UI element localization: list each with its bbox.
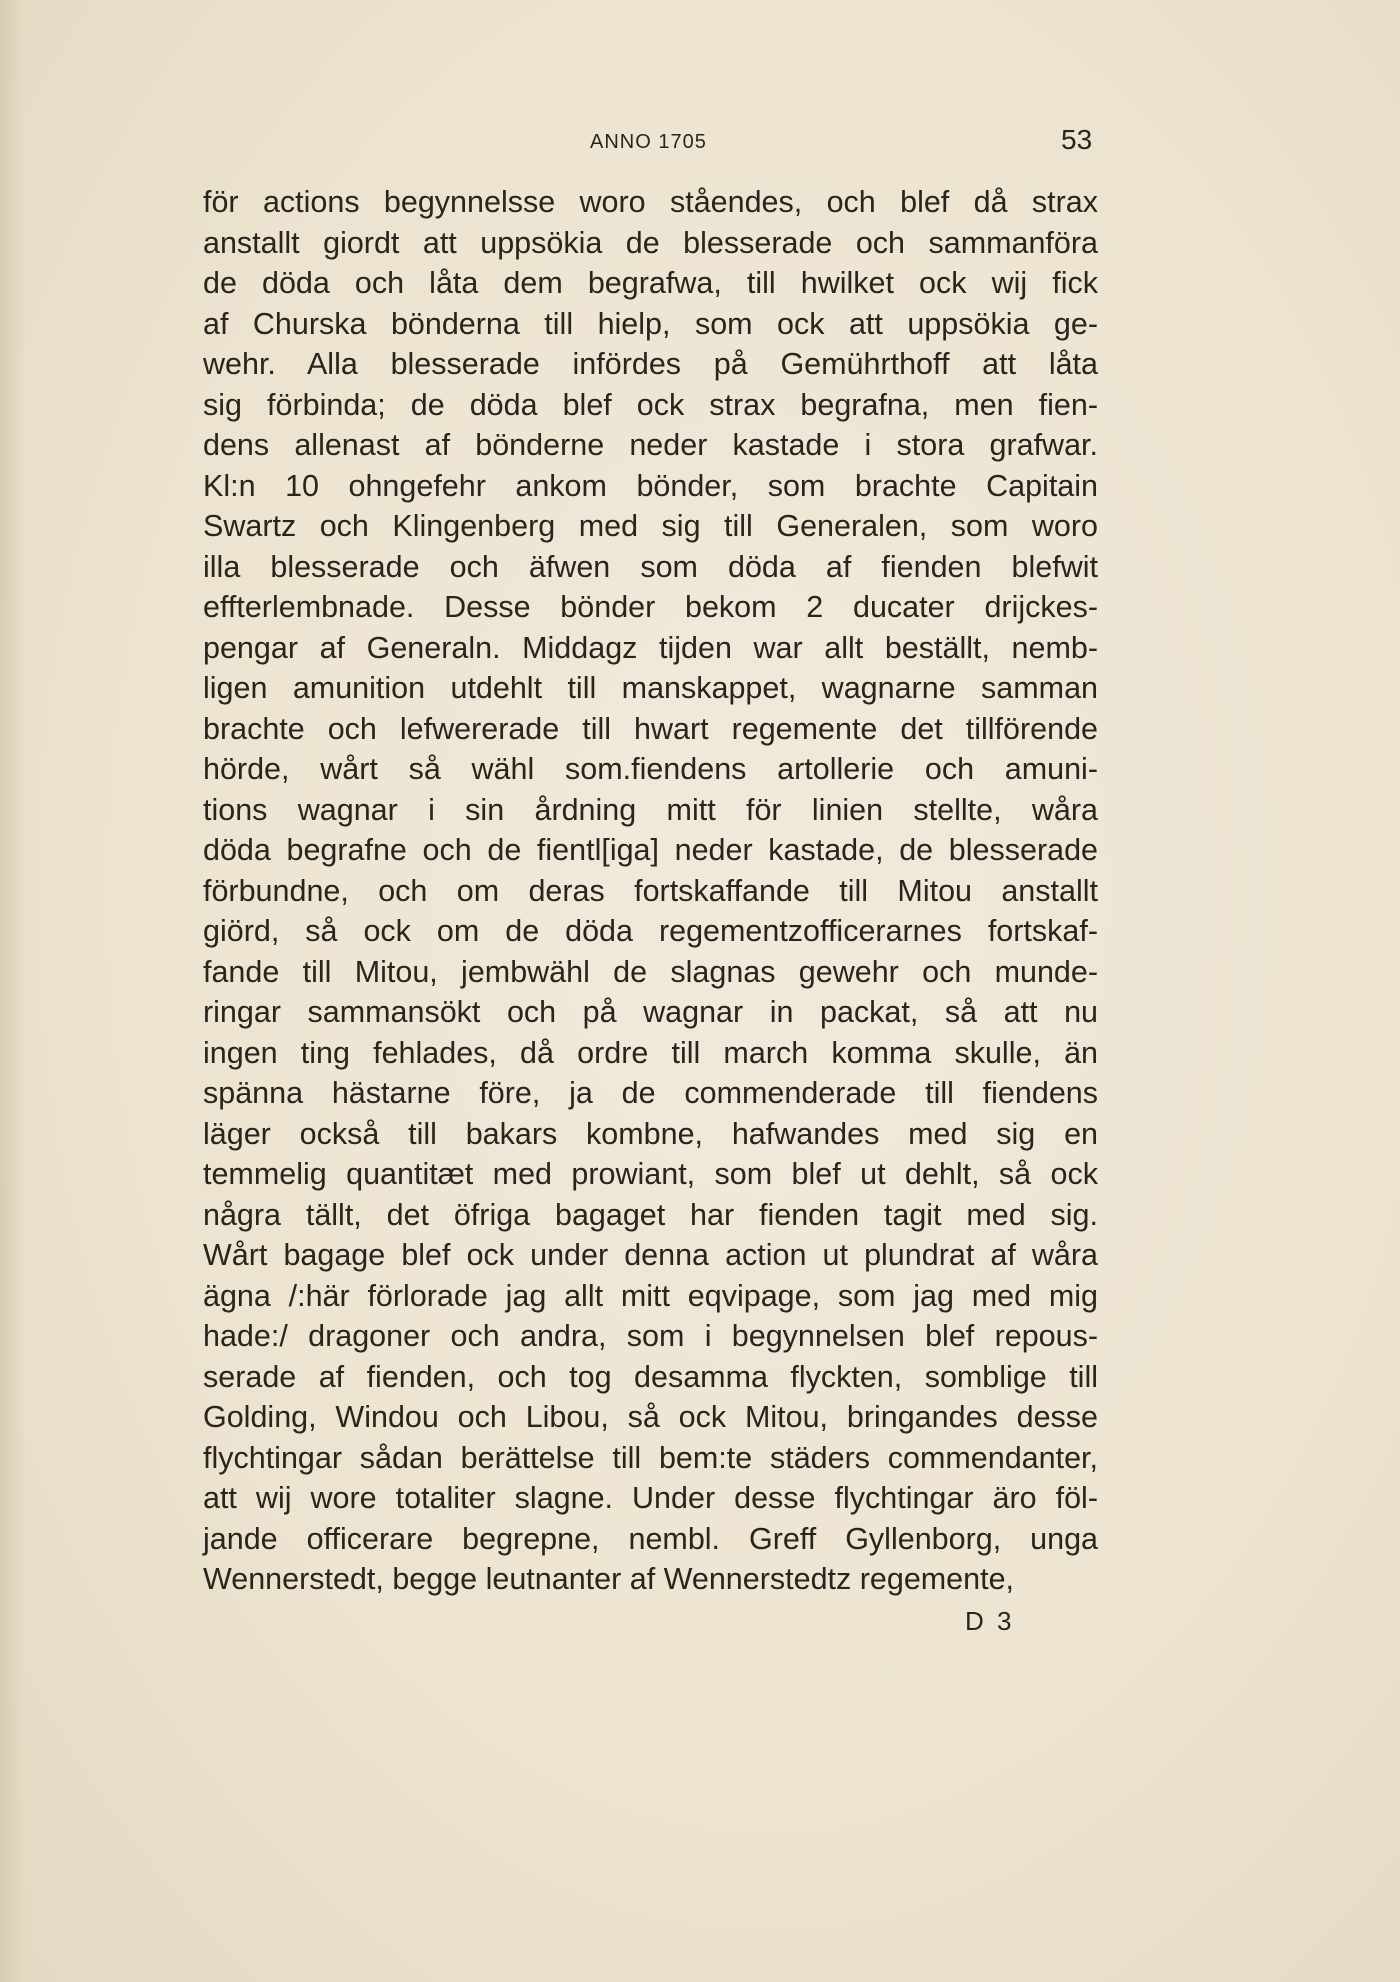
body-line: Kl:n 10 ohngefehr ankom bönder, som brachte Capitain: [203, 468, 1098, 503]
body-line: pengar af Generaln. Middagz tijden war allt beställt, nemb-: [203, 630, 1098, 665]
body-line: effterlembnade. Desse bönder bekom 2 ducater drijckes-: [203, 590, 1098, 624]
binding-edge-shadow: [0, 0, 26, 1982]
body-line: dens allenast af bönderne neder kastade i stora grafwar.: [203, 428, 1098, 462]
body-line: spänna hästarne före, ja de commenderade till fiendens: [203, 1076, 1098, 1110]
body-line: wehr. Alla blesserade infördes på Gemührthoff att låta: [203, 347, 1098, 381]
body-line: förbundne, och om deras fortskaffande till Mitou anstallt: [203, 873, 1098, 908]
body-line: de döda och låta dem begrafwa, till hwilket ock wij fick: [203, 266, 1098, 300]
body-line: sig förbinda; de döda blef ock strax begrafna, men fien-: [203, 387, 1098, 422]
body-line: illa blesserade och äfwen som döda af fienden blefwit: [203, 549, 1098, 584]
page-number: 53: [1061, 124, 1093, 155]
body-line: jande officerare begrepne, nembl. Greff Gyllenborg, unga: [203, 1521, 1098, 1556]
signature-mark: D 3: [965, 1606, 1015, 1636]
body-line: döda begrafne och de fientl[iga] neder kastade, de blesserade: [203, 833, 1098, 867]
body-line: Wårt bagage blef ock under denna action ut plundrat af wåra: [203, 1238, 1098, 1272]
running-head: ANNO 1705: [590, 131, 707, 153]
body-line: Wennerstedt, begge leutnanter af Wennerstedtz regemente,: [203, 1562, 1015, 1596]
body-line: af Churska bönderna till hielp, som ock att uppsökia ge-: [203, 306, 1098, 341]
body-line: ligen amunition utdehlt till manskappet, wagnarne samman: [203, 671, 1098, 705]
body-line: att wij wore totaliter slagne. Under desse flychtingar äro föl-: [203, 1481, 1098, 1515]
body-line: läger också till bakars kombne, hafwandes med sig en: [203, 1116, 1098, 1151]
body-line: brachte och lefwererade till hwart regemente det tillförende: [203, 711, 1098, 746]
body-line: flychtingar sådan berättelse till bem:te städers commendanter,: [203, 1440, 1098, 1475]
body-line: ägna /:här förlorade jag allt mitt eqvipage, som jag med mig: [203, 1278, 1098, 1313]
body-line: tions wagnar i sin årdning mitt för linien stellte, wåra: [203, 792, 1098, 827]
body-line: Swartz och Klingenberg med sig till Generalen, som woro: [203, 509, 1098, 543]
body-line: för actions begynnelsse woro ståendes, och blef då strax: [203, 185, 1098, 219]
body-line: serade af fienden, och tog desamma flyckten, somblige till: [203, 1359, 1098, 1394]
body-line: hörde, wårt så wähl som.fiendens artollerie och amuni-: [203, 752, 1098, 786]
body-line: temmelig quantitæt med prowiant, som blef ut dehlt, så ock: [203, 1157, 1098, 1191]
body-line: anstallt giordt att uppsökia de blesserade och sammanföra: [203, 225, 1098, 260]
body-line: fande till Mitou, jembwähl de slagnas gewehr och munde-: [203, 954, 1098, 989]
body-line: hade:/ dragoner och andra, som i begynnelsen blef repous-: [203, 1319, 1098, 1353]
body-line: Golding, Windou och Libou, så ock Mitou, bringandes desse: [203, 1400, 1098, 1434]
body-line: ringar sammansökt och på wagnar in packat, så att nu: [203, 995, 1098, 1029]
body-line: några tällt, det öfriga bagaget har fienden tagit med sig.: [203, 1197, 1098, 1232]
body-line: ingen ting fehlades, då ordre till march komma skulle, än: [203, 1035, 1098, 1070]
body-line: giörd, så ock om de döda regementzofficerarnes fortskaf-: [203, 914, 1098, 948]
